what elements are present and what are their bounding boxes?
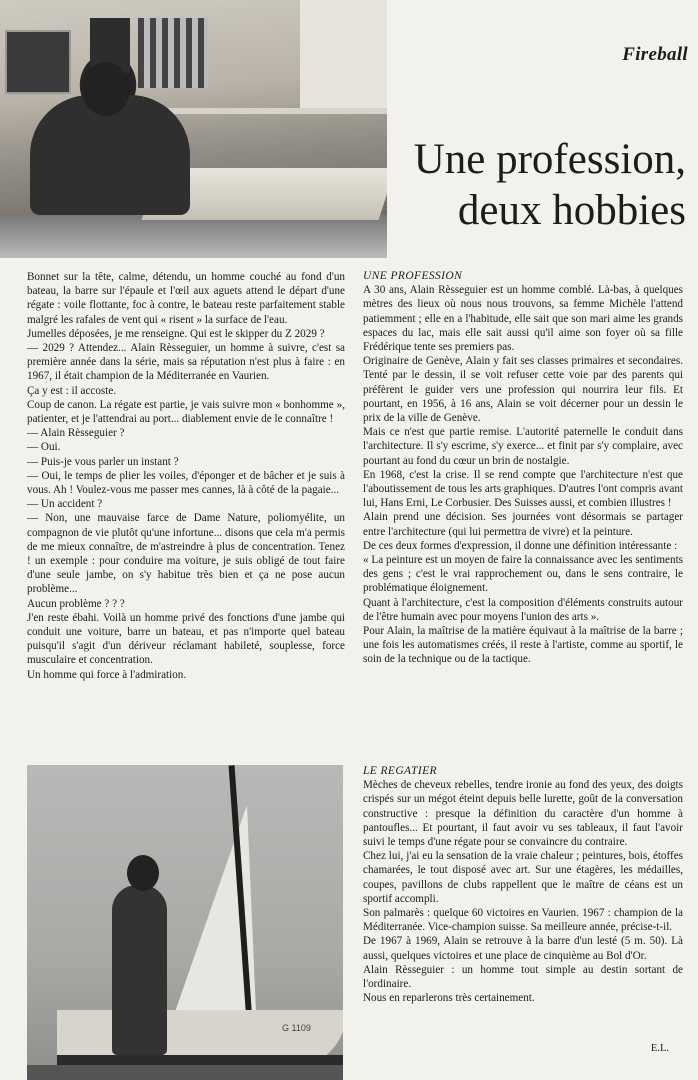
- paragraph: — Un accident ?: [27, 498, 103, 511]
- section-label: Fireball: [622, 44, 688, 65]
- sailboat-photo: [27, 765, 343, 1080]
- paragraph: Un homme qui force à l'admiration.: [27, 668, 187, 681]
- paragraph: Chez lui, j'ai eu la sensation de la vraie chaleur ; peintures, bois, étoffes chamarées, le tout disposé avec art. Sur une étagères, les médailles, coupes, pavillons de clubs rappellent que le maître de céans est un sportif accompli.: [363, 850, 683, 905]
- paragraph: — Oui, le temps de plier les voiles, d'éponger et de bâcher et je suis à vous. Ah ! Voulez-vous me passer mes cannes, là à côté de la pagaie...: [27, 469, 345, 497]
- paragraph: En 1968, c'est la crise. Il se rend compte que l'architecture n'est que l'aboutissement de tous les arts graphiques. D'autres l'ont compris avant lui, Hans Erni, Le Corbusier. Des Suisses aussi, et combien illustres !: [363, 468, 683, 510]
- paragraph: Nous en reparlerons très certainement.: [363, 992, 535, 1005]
- right-column: [363, 269, 683, 667]
- subheading-une-profession: UNE PROFESSION: [363, 270, 463, 282]
- author-signature: E.L.: [650, 1043, 669, 1054]
- subheading-le-regatier: LE REGATIER: [363, 765, 437, 777]
- left-column: [27, 270, 345, 682]
- title-line-1: Une profession,: [413, 136, 686, 183]
- title-line-2: deux hobbies: [457, 187, 686, 234]
- paragraph: Coup de canon. La régate est partie, je vais suivre mon « bonhomme », patienter, et je l'attendrai au port... diablement envie de le connaître !: [27, 398, 345, 426]
- paragraph: — Alain Rèsseguier ?: [27, 427, 125, 440]
- right-column-regatier: [363, 764, 683, 1005]
- page-title: [414, 134, 686, 236]
- paragraph: — Puis-je vous parler un instant ?: [27, 455, 179, 468]
- artist-studio-photo: [0, 0, 387, 258]
- paragraph: Quant à l'architecture, c'est la composition d'éléments construits autour de l'être humain avec pour moyens l'union des arts ».: [363, 596, 683, 623]
- paragraph: — Non, une mauvaise farce de Dame Nature, poliomyélite, un compagnon de vie plutôt qu'une infortune... disons que cela m'a permis de me mieux connaître, de m'astreindre à plus de concentration. Tenez ! un exemple : pour conduire ma voiture, je suis obligé de tout faire d'une seule jambe, on s'y habitue très bien et ça ne pose aucun problème...: [27, 512, 345, 596]
- paragraph: Aucun problème ? ? ?: [27, 597, 125, 610]
- paragraph: Pour Alain, la maîtrise de la matière équivaut à la maîtrise de la barre ; une fois les automatismes créés, il reste à l'artiste, comme au sportif, le soin de la technique ou de la tactique.: [363, 625, 683, 666]
- paragraph: Bonnet sur la tête, calme, détendu, un homme couché au fond d'un bateau, la barre sur l'épaule et l'œil aux aguets attend le départ d'une régate : voile flottante, foc à contre, le bateau reste parfaitement stable malgré les rafales de vent qui « risent » la surface de l'eau.: [27, 271, 345, 326]
- paragraph: Alain Rèsseguier : un homme tout simple au destin sortant de l'ordinaire.: [363, 963, 683, 991]
- paragraph: Son palmarès : quelque 60 victoires en Vaurien. 1967 : champion de la Méditerranée. Vice-champion suisse. Sa meilleure année, précise-t-il.: [363, 907, 683, 934]
- paragraph: De ces deux formes d'expression, il donne une définition intéressante :: [363, 539, 678, 552]
- paragraph: Originaire de Genève, Alain y fait ses classes primaires et secondaires. Tenté par le dessin, il se voit refuser cette voie par des parents qui préfèrent le guider vers une profession qui nourrira leur fils. Et pourtant, en 1956, à 16 ans, Alain se voit décerner pour un dessin le prix de la ville de Genève.: [363, 355, 683, 425]
- paragraph: J'en reste ébahi. Voilà un homme privé des fonctions d'une jambe qui conduit une voiture, barre un bateau, et pas n'importe quel bateau puisqu'il s'agit d'un dériveur réclamant habileté, souplesse, force musculaire et concentration.: [27, 611, 345, 667]
- paragraph: — Oui.: [27, 441, 61, 454]
- paragraph: De 1967 à 1969, Alain se retrouve à la barre d'un lesté (5 m. 50). Là aussi, quelques victoires et une place de cinquième au Bol d'Or.: [363, 935, 683, 962]
- paragraph: « La peinture est un moyen de faire la connaissance avec les sentiments des gens ; c'est le vrai rapprochement ou, dans le sens contraire, le problématique éloignement.: [363, 554, 683, 595]
- paragraph: Alain prend une décision. Ses journées vont désormais se partager entre l'architecture (qui lui permettra de vivre) et la peinture.: [363, 511, 683, 538]
- paragraph: Jumelles déposées, je me renseigne. Qui est le skipper du Z 2029 ?: [27, 327, 325, 340]
- paragraph: Mais ce n'est que partie remise. L'autorité paternelle le conduit dans l'architecture. Il s'y escrime, s'y exerce... et finit par s'y complaire, avec pourtant au fond du cœur un brin de nostalgie.: [363, 426, 683, 467]
- hull-number: G 1109: [282, 1023, 311, 1033]
- paragraph: Ça y est : il accoste.: [27, 384, 117, 397]
- paragraph: Mèches de cheveux rebelles, tendre ironie au fond des yeux, des doigts crispés sur un mégot éteint depuis belle lurette, goût de la conversation constructive : presque la définition du caractère d'un homme à pantoufles... Et pourtant, il faut avoir vu ses tableaux, il faut l'avoir suivi le temps d'une régate pour se convaincre du contraire.: [363, 779, 683, 849]
- paragraph: A 30 ans, Alain Rèsseguier est un homme comblé. Là-bas, à quelques mètres des lieux où nous nous trouvons, sa femme Michèle l'attend patiemment ; elle en a l'habitude, elle sait que son mari aime les grands espaces du lac, mais elle sait aussi qu'il aime son foyer où sa fille Frédérique tente ses premiers pas.: [363, 284, 683, 354]
- paragraph: — 2029 ? Attendez... Alain Rèsseguier, un homme à suivre, c'est sa première année dans la série, mais sa réputation n'est plus à faire : en 1967, il était champion de la Méditerranée en Vaurien.: [27, 342, 345, 383]
